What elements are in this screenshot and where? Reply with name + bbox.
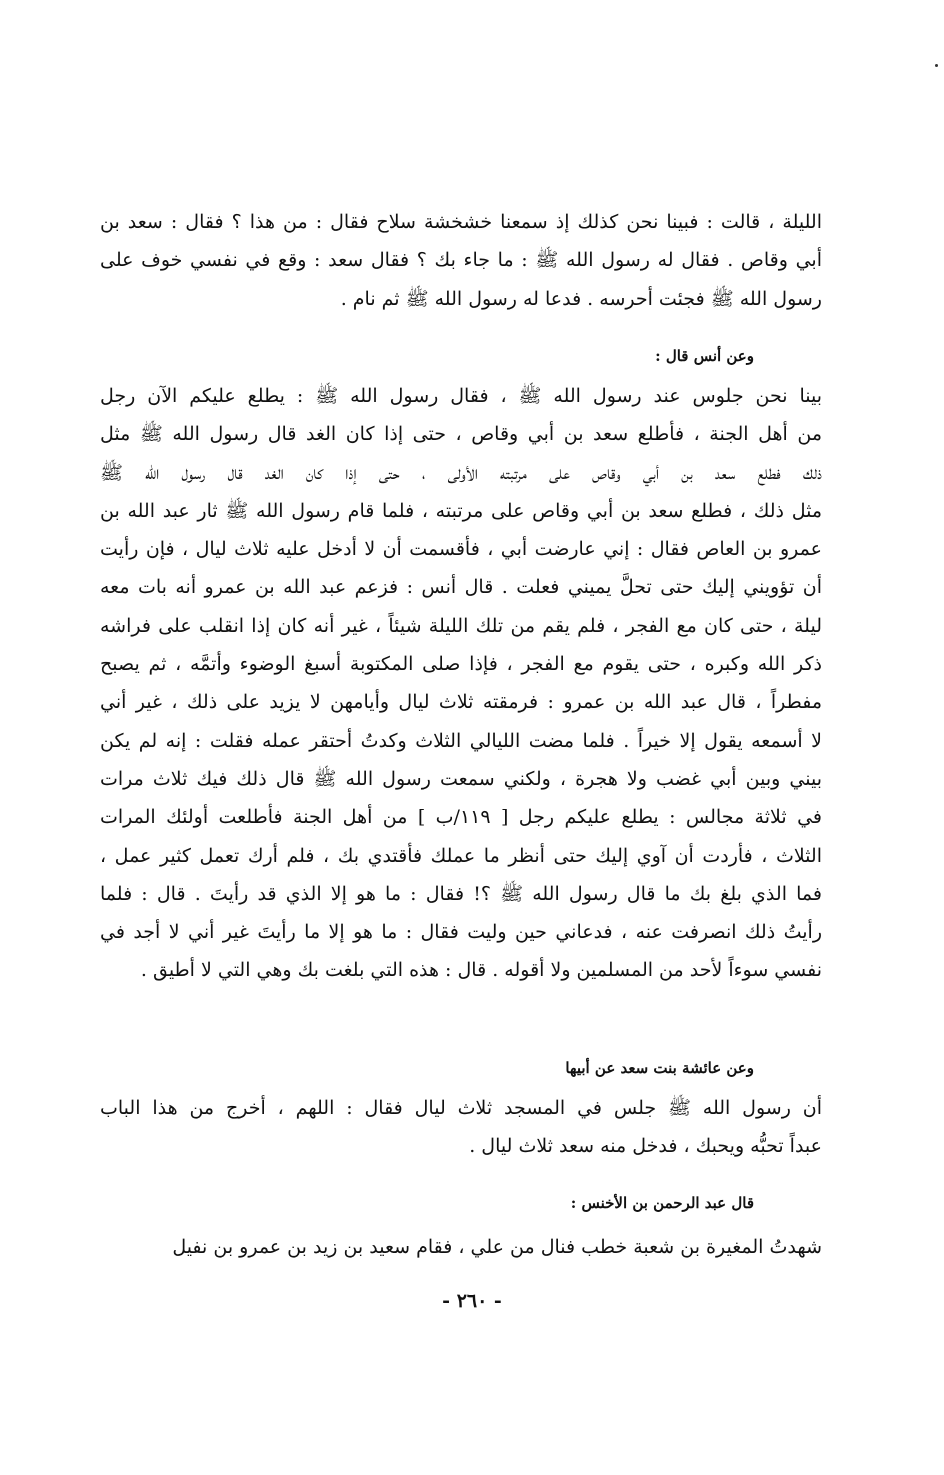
text-line: ليلة ، حتى كان مع الفجر ، فلم يقم من تلك الليلة شيئاً ، غير أنه كان إذا انقلب على فراشه	[100, 614, 822, 637]
scan-speck	[935, 64, 938, 67]
text-line: الثلاث ، فأردت أن آوي إليك حتى أنظر ما عملك فأقتدي بك ، فلم أرك تعمل كثير عمل ،	[100, 844, 822, 867]
paragraph-2	[100, 377, 822, 990]
text-line: شهدتُ المغيرة بن شعبة خطب فنال من علي ، فقام سعيد بن زيد بن عمرو بن نفيل	[172, 1236, 822, 1258]
text-line: أبي وقاص . فقال له رسول الله ﷺ : ما جاء بك ؟ فقال سعد : وقع في نفسي خوف على	[100, 249, 822, 272]
text-line: مثل ذلك ، فطلع سعد بن أبي وقاص على مرتبته ، فلما قام رسول الله ﷺ ثار عبد الله بن	[100, 499, 822, 522]
text-line: أن رسول الله ﷺ جلس في المسجد ثلاث ليال فقال : اللهم ، أخرج من هذا الباب	[100, 1097, 822, 1119]
section-heading-anas: وعن أنس قال :	[655, 347, 754, 365]
text-line: الليلة ، قالت : فبينا نحن كذلك إذ سمعنا خشخشة سلاح فقال : من هذا ؟ فقال : سعد بن	[100, 211, 822, 233]
text-line: فما الذي بلغ بك ما قال رسول الله ﷺ ؟! فقال : ما هو إلا الذي قد رأيتَ . قال : فلما	[100, 882, 822, 905]
paragraph-4	[100, 1228, 822, 1266]
page-number: - ٢٦٠ -	[442, 1290, 502, 1312]
text-line: رأيتُ ذلك انصرفت عنه ، فدعاني حين وليت فقال : ما هو إلا ما رأيتَ غير أني لا أجد في	[100, 921, 822, 944]
text-line: عبداً تحبُّه ويحبك ، فدخل منه سعد ثلاث ليال .	[469, 1135, 822, 1158]
text-line: أن تؤويني إليك حتى تحلَّ يميني فعلت . قال أنس : فزعم عبد الله بن عمرو أنه بات معه	[100, 576, 822, 599]
text-line: لا أسمعه يقول إلا خيراً . فلما مضت الليالي الثلاث وكدتُ أحتقر عمله فقلت : إنه لم يكن	[100, 729, 822, 752]
text-line: عمرو بن العاص فقال : إني عارضت أبي ، فأقسمت أن لا أدخل عليه ثلاث ليال ، فإن رأيت	[100, 538, 822, 561]
text-line: نفسي سوءاً لأحد من المسلمين ولا أقوله . قال : هذه التي بلغت بك وهي التي لا أطيق .	[140, 959, 822, 982]
text-line: بيني وبين أبي غضب ولا هجرة ، ولكني سمعت رسول الله ﷺ قال ذلك فيك ثلاث مرات	[100, 767, 822, 790]
text-line: في ثلاثة مجالس : يطلع عليكم رجل [ ١١٩/ب ] من أهل الجنة فأطلعت أولئك المرات	[100, 806, 822, 829]
paragraph-3	[100, 1089, 822, 1166]
section-heading-abdulrahman: قال عبد الرحمن بن الأخنس :	[570, 1194, 754, 1212]
section-heading-aisha: وعن عائشة بنت سعد عن أبيها	[565, 1059, 754, 1077]
text-line: من أهل الجنة ، فأطلع سعد بن أبي وقاص ، حتى إذا كان الغد قال رسول الله ﷺ مثل	[100, 423, 822, 446]
text-line: ذلك فطلع سعد بن أبي وقاص على مرتبته الأولى ، حتى إذا كان الغد قال رسول الله ﷺ	[100, 461, 822, 484]
paragraph-1	[100, 203, 822, 318]
text-line: ذكر الله وكبره ، حتى يقوم مع الفجر ، فإذا صلى المكتوبة أسبغ الوضوء وأتمَّه ، ثم يصبح	[100, 653, 822, 676]
text-line: مفطراً ، قال عبد الله بن عمرو : فرمقته ثلاث ليال وأيامهن لا يزيد على ذلك ، غير أني	[100, 691, 822, 714]
text-line: رسول الله ﷺ فجئت أحرسه . فدعا له رسول الله ﷺ ثم نام .	[340, 287, 822, 310]
text-line: بينا نحن جلوس عند رسول الله ﷺ ، فقال رسول الله ﷺ : يطلع عليكم الآن رجل	[100, 385, 822, 407]
